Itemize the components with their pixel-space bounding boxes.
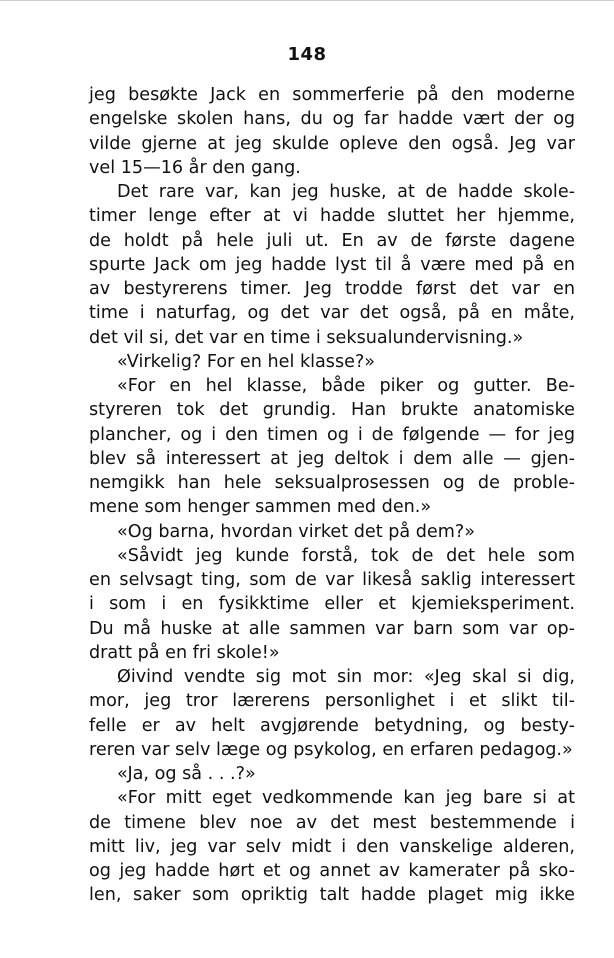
text-line: Du må huske at alle sammen var barn som var op- (89, 618, 575, 639)
text-line: «Virkelig? For en hel klasse?» (117, 351, 376, 372)
text-line: jeg besøkte Jack en sommerferie på den moderne (89, 85, 575, 105)
text-line: «For mitt eget vedkommende kan jeg bare si at (117, 788, 575, 809)
text-line: nemgikk han hele seksualprosessen og de proble- (89, 473, 575, 493)
text-line: Det rare var, kan jeg huske, at de hadde skole- (117, 182, 575, 202)
page-body-text (89, 83, 575, 908)
text-line: mene som henger sammen med den.» (89, 497, 432, 518)
text-line: reren var selv læge og psykolog, en erfaren pedagog.» (89, 739, 573, 760)
text-line: de holdt på hele juli ut. En av de første dagene (89, 230, 575, 251)
text-line: spurte Jack om jeg hadde lyst til å være med på en (89, 254, 575, 275)
text-line: i som i en fysikktime eller et kjemieksperiment. (89, 594, 575, 615)
text-line: time i naturfag, og det var det også, på en måte, (89, 303, 575, 324)
text-line: vilde gjerne at jeg skulde opleve den også. Jeg var (89, 133, 575, 154)
page-number: 148 (287, 44, 327, 65)
text-line: felle er av helt avgjørende betydning, og besty- (89, 715, 575, 736)
text-line: av bestyrerens timer. Jeg trodde først det var en (89, 279, 575, 299)
text-line: «For en hel klasse, både piker og gutter. Be- (117, 376, 575, 396)
text-line: og jeg hadde hørt et og annet av kamerater på sko- (89, 861, 575, 881)
text-line: Øivind vendte sig mot sin mor: «Jeg skal si dig, (117, 667, 575, 687)
text-line: engelske skolen hans, du og far hadde vært der og (89, 109, 575, 130)
text-line: vel 15—16 år den gang. (89, 157, 301, 178)
page-top-edge (0, 0, 614, 1)
text-line: plancher, og i den timen og i de følgende — for jeg (89, 424, 575, 445)
text-line: «Og barna, hvordan virket det på dem?» (117, 521, 475, 542)
text-line: «Ja, og så . . .?» (117, 764, 256, 784)
text-line: blev så interessert at jeg deltok i dem alle — gjen- (89, 448, 575, 469)
text-line: det vil si, det var en time i seksualundervisning.» (89, 327, 524, 348)
text-line: de timene blev noe av det mest bestemmende i (89, 812, 575, 833)
text-line: mor, jeg tror lærerens personlighet i et slikt til- (89, 691, 575, 712)
text-line: timer lenge efter at vi hadde sluttet her hjemme, (89, 206, 575, 227)
text-line: en selvsagt ting, som de var likeså saklig interessert (89, 570, 575, 590)
text-line: styreren tok det grundig. Han brukte anatomiske (89, 400, 575, 421)
text-line: «Såvidt jeg kunde forstå, tok de det hele som (117, 545, 575, 566)
text-line: len, saker som opriktig talt hadde plaget mig ikke (89, 885, 575, 906)
text-line: dratt på en fri skole!» (89, 642, 280, 663)
text-line: mitt liv, jeg var selv midt i den vanskelige alderen, (89, 836, 575, 857)
